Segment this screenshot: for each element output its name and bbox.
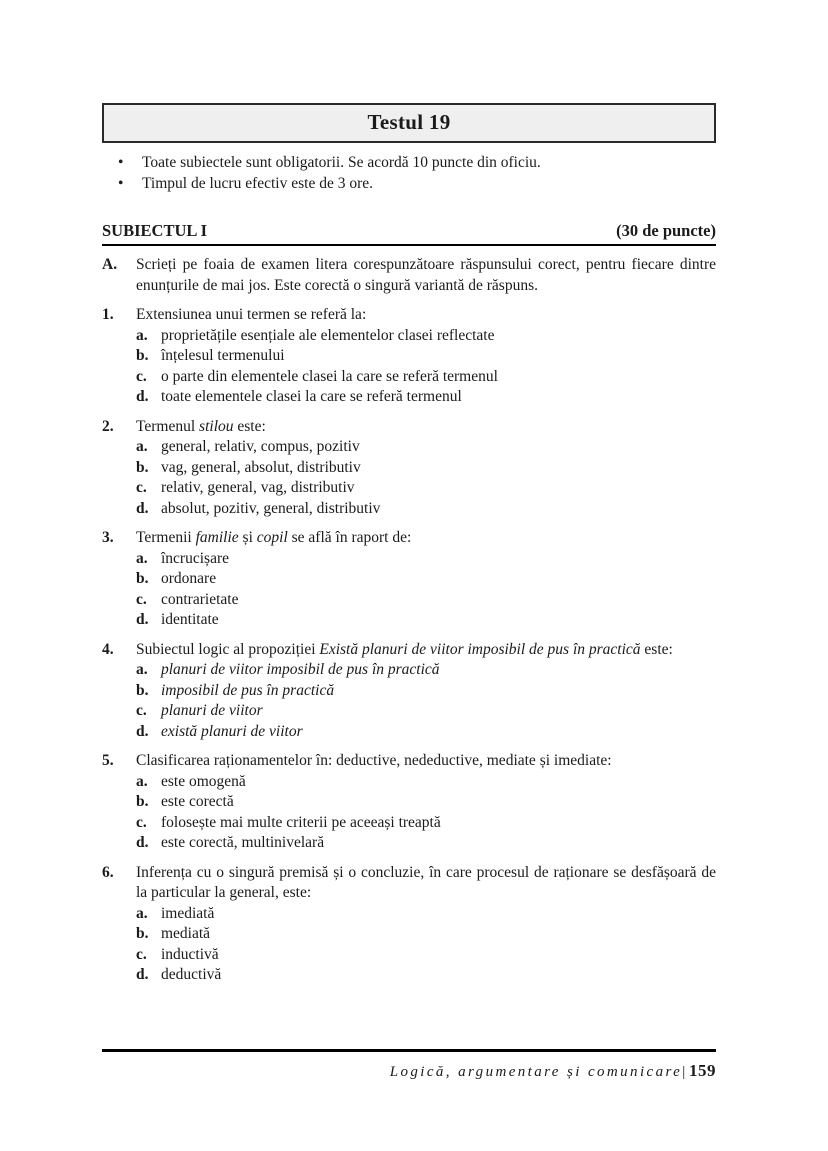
intro-label: A.	[102, 256, 118, 273]
page-footer	[102, 1049, 716, 1081]
option-letter: c.	[136, 367, 147, 385]
test-title: Testul 19	[367, 110, 451, 134]
stem-text: Subiectul logic al propoziției	[136, 640, 320, 658]
answer-option	[136, 478, 716, 499]
option-letter: a.	[136, 438, 148, 455]
option-letter: d.	[136, 966, 149, 983]
question	[102, 863, 716, 986]
stem-text-italic: familie	[195, 529, 239, 546]
answer-option	[136, 590, 716, 611]
option-text: inductivă	[161, 945, 219, 963]
option-text: este corectă, multinivelară	[161, 834, 325, 851]
stem-text-italic: copil	[256, 529, 288, 546]
option-letter: d.	[136, 722, 149, 740]
test-title-box	[102, 103, 716, 143]
option-letter: c.	[136, 590, 147, 608]
section-label: SUBIECTUL I	[102, 221, 208, 240]
option-letter: c.	[136, 702, 147, 719]
stem-text: este:	[640, 640, 673, 658]
stem-text-italic: stilou	[199, 417, 234, 435]
answer-option	[136, 367, 716, 388]
answer-option	[136, 660, 716, 681]
stem-text: Clasificarea raționamentelor în: deductive, nedeductive, mediate și imediate:	[136, 752, 612, 769]
option-text: imediată	[161, 904, 215, 922]
answer-option	[136, 833, 716, 854]
question-stem	[136, 863, 716, 904]
stem-text: Termenul	[136, 417, 200, 435]
instructions-list	[116, 152, 716, 194]
option-text: încrucișare	[161, 549, 229, 567]
question	[102, 751, 716, 854]
option-letter: b.	[136, 681, 149, 699]
question-number: 1.	[102, 306, 114, 323]
answer-option	[136, 924, 716, 945]
footer-separator: |	[682, 1064, 686, 1080]
answer-option	[136, 499, 716, 520]
footer-text	[102, 1061, 716, 1081]
answer-option	[136, 772, 716, 793]
answer-option	[136, 326, 716, 347]
section-points: (30 de puncte)	[616, 221, 716, 240]
question-number: 3.	[102, 529, 114, 546]
answer-option	[136, 904, 716, 925]
stem-text: Inferența cu o singură premisă și o concluzie, în care procesul de raționare se desfășoară de la particular la general, este:	[136, 863, 716, 901]
answer-option	[136, 945, 716, 966]
question-stem	[136, 751, 716, 772]
option-text: contrarietate	[161, 590, 239, 608]
question-stem	[136, 640, 716, 661]
answer-option	[136, 437, 716, 458]
option-letter: a.	[136, 549, 148, 567]
option-letter: c.	[136, 945, 147, 963]
stem-text-italic: Există planuri de viitor imposibil de pus în practică	[319, 640, 641, 658]
answer-option	[136, 549, 716, 570]
option-letter: d.	[136, 388, 149, 405]
page-number: 159	[689, 1061, 716, 1080]
option-text: o parte din elementele clasei la care se referă termenul	[161, 367, 498, 385]
option-text: ordonare	[161, 570, 217, 587]
option-text: identitate	[161, 611, 219, 628]
question-number: 6.	[102, 863, 114, 881]
option-letter: a.	[136, 326, 148, 344]
option-text: este corectă	[161, 793, 234, 810]
option-letter: b.	[136, 458, 149, 476]
option-text: există planuri de viitor	[161, 722, 303, 740]
question-number: 2.	[102, 417, 114, 435]
question	[102, 305, 716, 408]
stem-text: Termenii	[136, 529, 196, 546]
answer-option	[136, 346, 716, 367]
instruction-item: • Timpul de lucru efectiv este de 3 ore.	[116, 173, 716, 194]
answer-option	[136, 701, 716, 722]
option-text: înțelesul termenului	[161, 347, 285, 364]
option-text: este omogenă	[161, 772, 246, 790]
option-text: mediată	[161, 925, 211, 942]
option-letter: b.	[136, 570, 149, 587]
option-letter: a.	[136, 661, 148, 678]
intro-text: Scrieți pe foaia de examen litera corespunzătoare răspunsului corect, pentru fiecare dintre enunțurile de mai jos. Este corectă o singură variantă de răspuns.	[136, 256, 716, 294]
option-letter: a.	[136, 772, 148, 790]
option-text: proprietățile esențiale ale elementelor clasei reflectate	[161, 326, 495, 344]
option-text: deductivă	[161, 966, 222, 983]
answer-option	[136, 722, 716, 743]
option-letter: b.	[136, 347, 149, 364]
stem-text: se află în raport de:	[287, 529, 412, 546]
answer-option	[136, 610, 716, 631]
question-stem	[136, 305, 716, 326]
option-text: vag, general, absolut, distributiv	[161, 458, 361, 476]
option-text: imposibil de pus în practică	[161, 681, 335, 699]
option-text: absolut, pozitiv, general, distributiv	[161, 499, 381, 517]
answer-option	[136, 813, 716, 834]
option-text: general, relativ, compus, pozitiv	[161, 438, 360, 455]
question	[102, 528, 716, 631]
question-stem	[136, 417, 716, 438]
question-stem	[136, 528, 716, 549]
stem-text: este:	[233, 417, 266, 435]
option-letter: d.	[136, 834, 149, 851]
option-letter: c.	[136, 813, 147, 831]
instruction-item: • Toate subiectele sunt obligatorii. Se acordă 10 puncte din oficiu.	[116, 152, 716, 173]
question	[102, 640, 716, 743]
option-letter: b.	[136, 793, 149, 810]
option-text: relativ, general, vag, distributiv	[161, 479, 355, 496]
answer-option	[136, 569, 716, 590]
option-letter: c.	[136, 479, 147, 496]
answer-option	[136, 681, 716, 702]
option-text: toate elementele clasei la care se referă termenul	[161, 388, 462, 405]
option-letter: d.	[136, 499, 149, 517]
stem-text: și	[238, 529, 257, 546]
section-heading	[102, 221, 716, 246]
intro-paragraph	[102, 255, 716, 296]
option-letter: b.	[136, 925, 149, 942]
option-letter: d.	[136, 611, 149, 628]
answer-option	[136, 458, 716, 479]
question-number: 4.	[102, 640, 114, 658]
stem-text: Extensiunea unui termen se referă la:	[136, 306, 367, 323]
book-title: Logică, argumentare și comunicare	[389, 1064, 683, 1080]
answer-option	[136, 965, 716, 986]
option-text: planuri de viitor imposibil de pus în practică	[161, 661, 440, 678]
answer-option	[136, 387, 716, 408]
answer-option	[136, 792, 716, 813]
question-number: 5.	[102, 752, 114, 769]
option-letter: a.	[136, 904, 148, 922]
option-text: folosește mai multe criterii pe aceeași treaptă	[161, 813, 441, 831]
footer-rule	[102, 1049, 716, 1052]
option-text: planuri de viitor	[161, 702, 263, 719]
question	[102, 417, 716, 520]
